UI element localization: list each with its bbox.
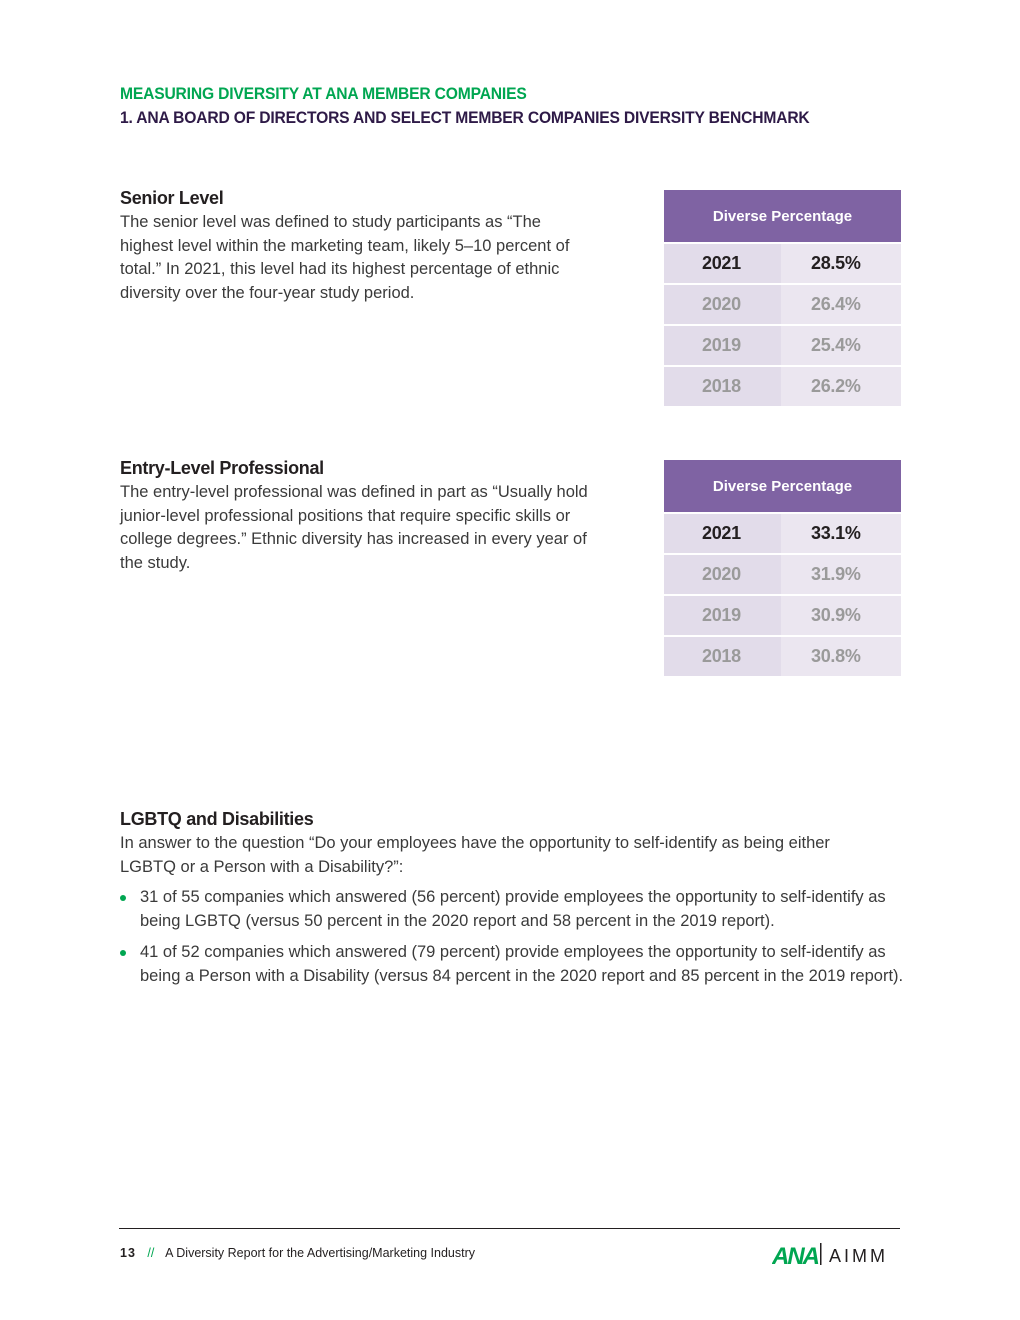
aimm-logo-text: AIMM bbox=[829, 1246, 888, 1266]
ana-aimm-logo bbox=[772, 1240, 896, 1275]
table-row bbox=[664, 325, 901, 366]
list-item-text: 31 of 55 companies which answered (56 percent) provide employees the opportunity to self-identify as being LGBTQ (versus 50 percent in the 2020 report and 58 percent in the 2019 report). bbox=[140, 888, 886, 930]
percentage-cell: 30.9% bbox=[781, 595, 901, 636]
percentage-cell: 33.1% bbox=[781, 513, 901, 554]
entry-level-heading: Entry-Level Professional bbox=[120, 458, 324, 478]
year-cell: 2018 bbox=[664, 636, 781, 676]
senior-level-heading: Senior Level bbox=[120, 188, 224, 208]
percentage-cell: 26.4% bbox=[781, 284, 901, 325]
ana-logo-text: ANA bbox=[772, 1243, 818, 1270]
percentage-cell: 30.8% bbox=[781, 636, 901, 676]
table-row bbox=[664, 513, 901, 554]
lgbtq-intro: In answer to the question “Do your employees have the opportunity to self-identify as being either LGBTQ or a Person with a Disability?”: bbox=[120, 834, 830, 876]
percentage-cell: 25.4% bbox=[781, 325, 901, 366]
entry-level-table bbox=[664, 460, 901, 676]
year-cell: 2019 bbox=[664, 325, 781, 366]
footer bbox=[120, 1246, 475, 1260]
entry-level-description: The entry-level professional was defined in part as “Usually hold junior-level professional positions that require specific skills or college degrees.” Ethnic diversity has increased in every year of the study. bbox=[120, 483, 588, 572]
table-row bbox=[664, 636, 901, 676]
list-item bbox=[120, 941, 905, 988]
bullet-icon bbox=[120, 950, 126, 956]
table-row bbox=[664, 595, 901, 636]
year-cell: 2021 bbox=[664, 513, 781, 554]
year-cell: 2020 bbox=[664, 284, 781, 325]
table-row bbox=[664, 284, 901, 325]
lgbtq-bullet-list bbox=[120, 886, 905, 996]
list-item-text: 41 of 52 companies which answered (79 percent) provide employees the opportunity to self-identify as being a Person with a Disability (versus 84 percent in the 2020 report and 85 percent in the 2019 report). bbox=[140, 943, 904, 985]
lgbtq-heading: LGBTQ and Disabilities bbox=[120, 809, 314, 829]
bullet-icon bbox=[120, 895, 126, 901]
footer-divider bbox=[119, 1228, 900, 1229]
table-row bbox=[664, 554, 901, 595]
senior-level-description: The senior level was defined to study participants as “The highest level within the marketing team, likely 5–10 percent of total.” In 2021, this level had its highest percentage of ethnic diversity over the four-year study period. bbox=[120, 213, 570, 302]
year-cell: 2021 bbox=[664, 243, 781, 284]
year-cell: 2018 bbox=[664, 366, 781, 406]
page-title: 1. ANA BOARD OF DIRECTORS AND SELECT MEMBER COMPANIES DIVERSITY BENCHMARK bbox=[120, 108, 810, 127]
year-cell: 2019 bbox=[664, 595, 781, 636]
percentage-cell: 31.9% bbox=[781, 554, 901, 595]
table-row bbox=[664, 243, 901, 284]
footer-separator: // bbox=[147, 1246, 155, 1260]
table-header: Diverse Percentage bbox=[664, 190, 901, 243]
page-number: 13 bbox=[120, 1246, 136, 1260]
percentage-cell: 26.2% bbox=[781, 366, 901, 406]
table-row bbox=[664, 366, 901, 406]
percentage-cell: 28.5% bbox=[781, 243, 901, 284]
report-name: A Diversity Report for the Advertising/Marketing Industry bbox=[165, 1246, 475, 1260]
section-kicker: MEASURING DIVERSITY AT ANA MEMBER COMPANIES bbox=[120, 84, 527, 103]
list-item bbox=[120, 886, 905, 933]
logo-graphic bbox=[772, 1240, 896, 1270]
year-cell: 2020 bbox=[664, 554, 781, 595]
senior-level-table bbox=[664, 190, 901, 406]
table-header: Diverse Percentage bbox=[664, 460, 901, 513]
